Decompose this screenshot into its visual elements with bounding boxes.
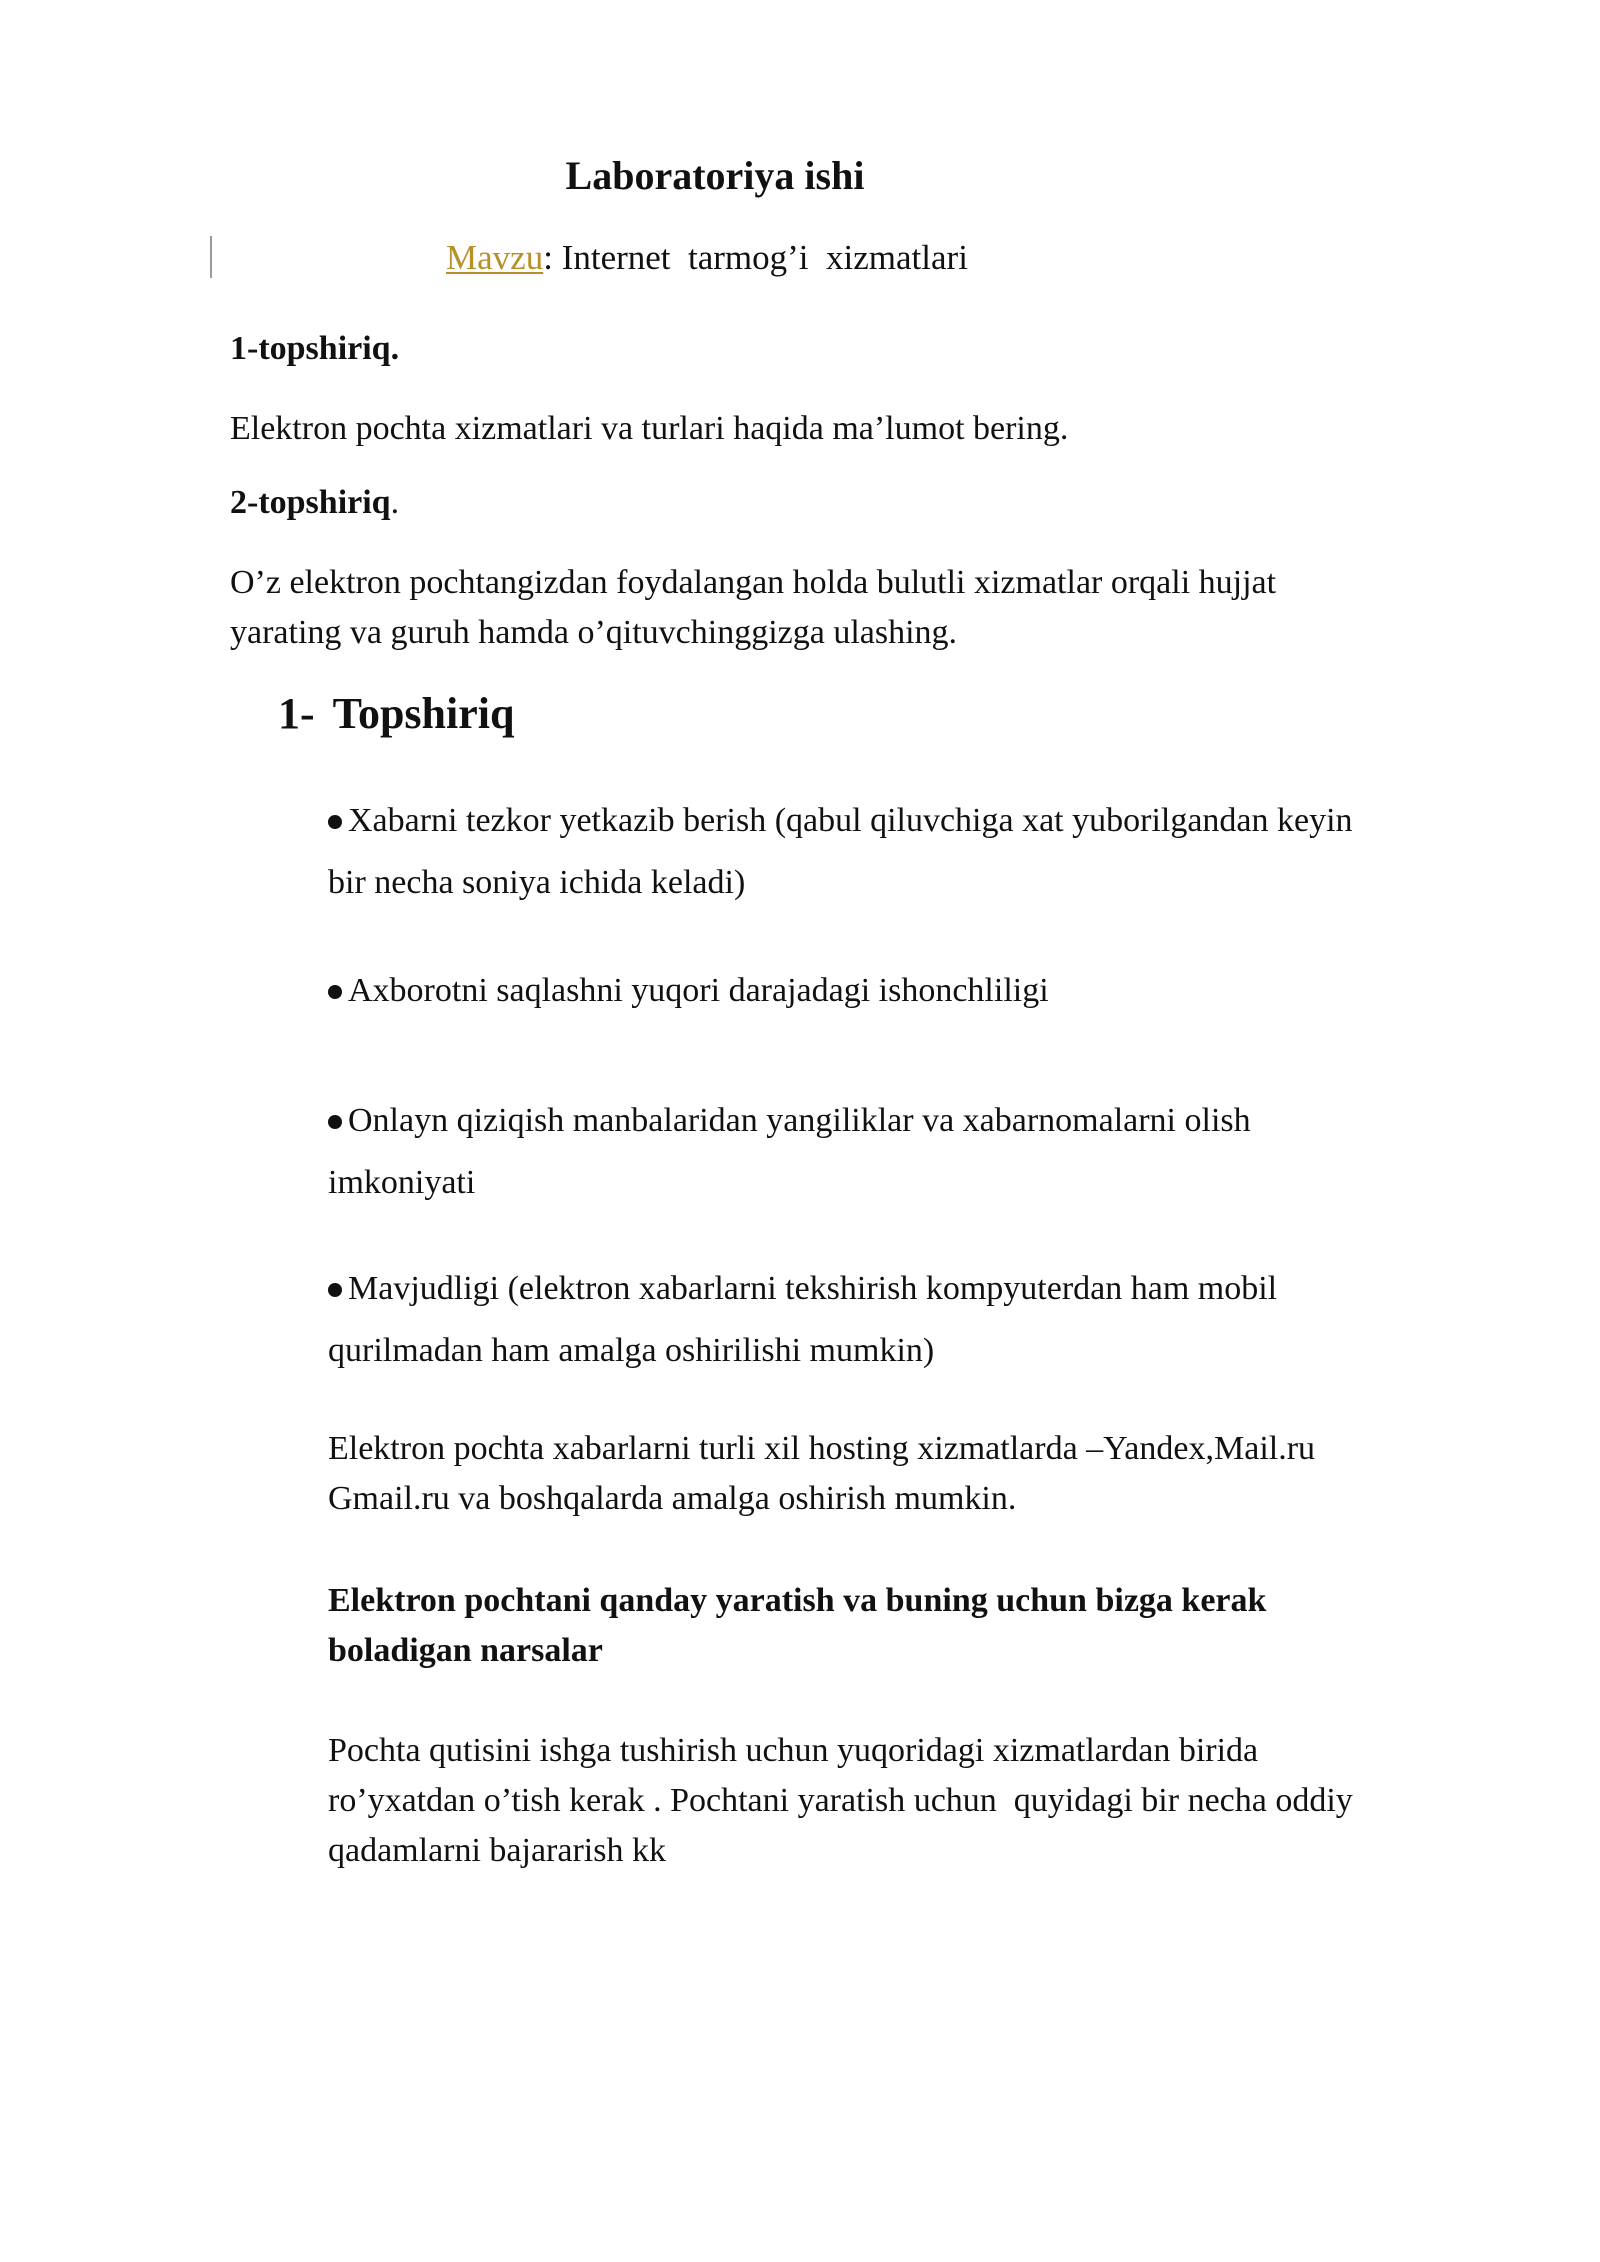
task-2-label-suffix: . bbox=[390, 484, 400, 521]
final-paragraph bbox=[328, 1726, 1353, 1876]
task-1-text: Elektron pochta xizmatlari va turlari haqida ma’lumot bering. bbox=[230, 410, 1069, 447]
bullet-item bbox=[328, 960, 1049, 1022]
paragraph-line: qadamlarni bajararish kk bbox=[328, 1832, 666, 1869]
task-2-text bbox=[230, 558, 1276, 658]
subtitle-text: Internet tarmog’i xizmatlari bbox=[552, 238, 968, 277]
bullet-line: imkoniyati bbox=[328, 1164, 476, 1201]
section-number: 1- bbox=[278, 689, 315, 738]
bullet-icon bbox=[328, 1115, 342, 1129]
subheading-line: boladigan narsalar bbox=[328, 1632, 603, 1669]
section-title: Topshiriq bbox=[332, 689, 515, 738]
task-2-text-line: yarating va guruh hamda o’qituvchinggizga ulashing. bbox=[230, 614, 958, 651]
task-2-label-text: 2-topshiriq bbox=[230, 484, 391, 521]
bullet-icon bbox=[328, 985, 342, 999]
topic-link[interactable]: Mavzu bbox=[446, 238, 544, 277]
bullet-icon bbox=[328, 815, 342, 829]
subheading-line: Elektron pochtani qanday yaratish va buning uchun bizga kerak bbox=[328, 1582, 1267, 1619]
paragraph-line: ro’yxatdan o’tish kerak . Pochtani yaratish uchun quyidagi bir necha oddiy bbox=[328, 1782, 1353, 1819]
bullet-line: Onlayn qiziqish manbalaridan yangiliklar va xabarnomalarni olish bbox=[348, 1102, 1251, 1139]
paragraph-line: Gmail.ru va boshqalarda amalga oshirish mumkin. bbox=[328, 1480, 1017, 1517]
document-title: Laboratoriya ishi bbox=[565, 153, 865, 198]
task-2-text-line: O’z elektron pochtangizdan foydalangan holda bulutli xizmatlar orqali hujjat bbox=[230, 564, 1277, 601]
bold-subheading bbox=[328, 1576, 1266, 1676]
document-subtitle bbox=[446, 238, 968, 278]
subtitle-separator: : bbox=[543, 238, 553, 277]
bullet-line: qurilmadan ham amalga oshirilishi mumkin) bbox=[328, 1332, 935, 1369]
bullet-icon bbox=[328, 1283, 342, 1297]
bullet-item bbox=[328, 1258, 1277, 1382]
bullet-line: bir necha soniya ichida keladi) bbox=[328, 864, 746, 901]
bullet-line: Xabarni tezkor yetkazib berish (qabul qiluvchiga xat yuborilgandan keyin bbox=[348, 802, 1353, 839]
hosting-paragraph bbox=[328, 1424, 1315, 1524]
bullet-item bbox=[328, 790, 1353, 914]
bullet-line: Axborotni saqlashni yuqori darajadagi ishonchliligi bbox=[348, 972, 1049, 1009]
paragraph-line: Elektron pochta xabarlarni turli xil hosting xizmatlarda –Yandex,Mail.ru bbox=[328, 1430, 1316, 1467]
section-heading bbox=[278, 688, 514, 739]
task-1-label: 1-topshiriq. bbox=[230, 330, 400, 367]
bullet-line: Mavjudligi (elektron xabarlarni tekshirish kompyuterdan ham mobil bbox=[348, 1270, 1278, 1307]
margin-marker bbox=[210, 236, 212, 278]
paragraph-line: Pochta qutisini ishga tushirish uchun yuqoridagi xizmatlardan birida bbox=[328, 1732, 1259, 1769]
bullet-item bbox=[328, 1090, 1251, 1214]
task-2-label bbox=[230, 484, 399, 522]
